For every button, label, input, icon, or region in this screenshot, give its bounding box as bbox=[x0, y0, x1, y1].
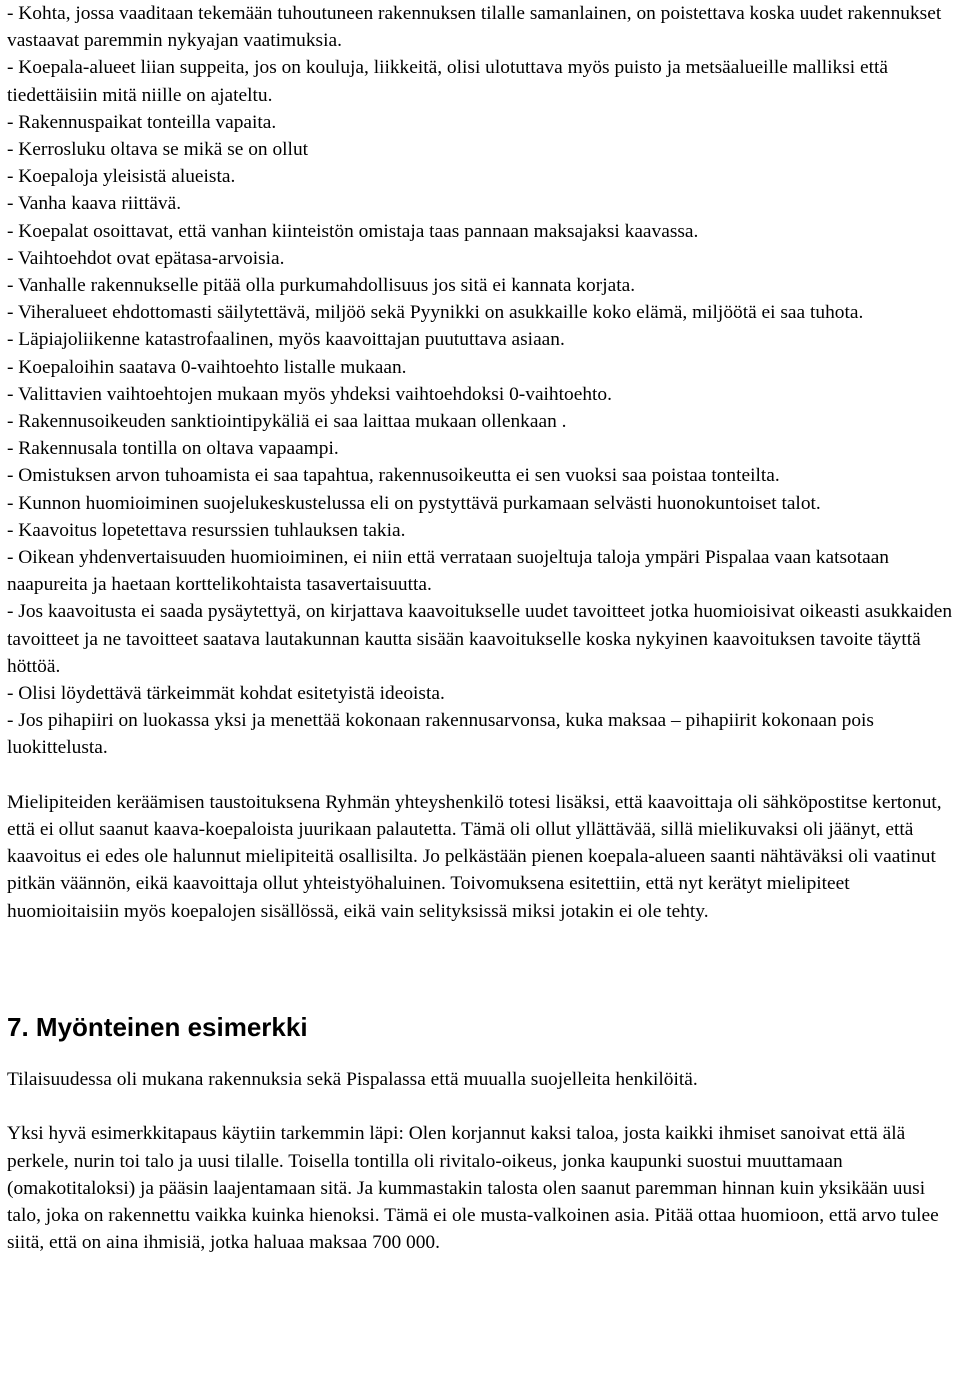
feedback-paragraph: Mielipiteiden keräämisen taustoituksena Ryhmän yhteyshenkilö totesi lisäksi, että kaavoittaja oli sähköpostitse kertonut, että ei ollut saanut kaava-koepaloista juurikaan palautetta. Tämä oli ollut yllättävää, sillä mielikuvaksi oli jäänyt, että kaavoitus ei edes ole halunnut mielipiteitä osallisilta. Jo pelkästään pienen koepala-alueen saanti nähtäväksi oli vaatinut pitkän väännön, eikä kaavoittaja ollut yhteistyöhaluinen. Toivomuksena esitettiin, että nyt kerätyt mielipiteet huomioitaisiin myös koepalojen sisällössä, eikä vain selityksissä miksi jotakin ei ole tehty. bbox=[7, 791, 942, 922]
list-item: - Rakennusoikeuden sanktiointipykäliä ei saa laittaa mukaan ollenkaan . bbox=[7, 411, 567, 433]
list-item: - Koepaloja yleisistä alueista. bbox=[7, 166, 236, 188]
list-item: - Jos kaavoitusta ei saada pysäytettyä, on kirjattava kaavoitukselle uudet tavoitteet jotka huomioisivat oikeasti asukkaiden tavoitteet ja ne tavoitteet saatava lautakunnan kautta sisään kaavoitukselle koska nykyinen kaavoituksen tavoite täyttä höttöä. bbox=[7, 601, 953, 677]
list-item: - Kohta, jossa vaaditaan tekemään tuhoutuneen rakennuksen tilalle samanlainen, on poistettava koska uudet rakennukset vastaavat paremmin nykyajan vaatimuksia. bbox=[7, 3, 942, 52]
spacer bbox=[7, 925, 955, 979]
list-item: - Kerrosluku oltava se mikä se on ollut bbox=[7, 139, 309, 161]
intro-paragraph: Tilaisuudessa oli mukana rakennuksia sekä Pispalassa että muualla suojelleita henkilöitä. bbox=[7, 1069, 698, 1091]
section-heading: 7. Myönteinen esimerkki bbox=[7, 1012, 308, 1043]
list-item: - Koepaloihin saatava 0-vaihtoehto listalle mukaan. bbox=[7, 356, 407, 378]
spacer bbox=[7, 762, 955, 789]
list-item: - Vanha kaava riittävä. bbox=[7, 193, 182, 215]
list-item: - Kaavoitus lopetettava resurssien tuhlauksen takia. bbox=[7, 519, 406, 541]
document-page bbox=[7, 0, 955, 1256]
list-item: - Rakennusala tontilla on oltava vapaampi. bbox=[7, 438, 339, 460]
list-item: - Rakennuspaikat tonteilla vapaita. bbox=[7, 111, 277, 133]
example-paragraph: Yksi hyvä esimerkkitapaus käytiin tarkemmin läpi: Olen korjannut kaksi taloa, josta kaikki ihmiset sanoivat että älä perkele, nurin toi talo ja uusi tilalle. Toisella tontilla oli rivitalo-oikeus, jonka kaupunki suostui muuttamaan (omakotitaloksi) ja pääsin laajentamaan sitä. Ja kummastakin talosta olen saanut paremman hinnan kuin yksikään uusi talo, joka on rakennettu vaikka kuinka hienoksi. Tämä ei ole musta-valkoinen asia. Pitää ottaa huomioon, että arvo tulee siitä, että on aina ihmisiä, jotka haluaa maksaa 700 000. bbox=[7, 1123, 939, 1254]
spacer bbox=[7, 979, 955, 1006]
feedback-list bbox=[7, 0, 955, 762]
list-item: - Koepala-alueet liian suppeita, jos on kouluja, liikkeitä, olisi ulotuttava myös puisto ja metsäalueille malliksi että tiedettäisiin mitä niille on ajateltu. bbox=[7, 57, 888, 106]
list-item: - Läpiajoliikenne katastrofaalinen, myös kaavoittajan puututtava asiaan. bbox=[7, 329, 565, 351]
list-item: - Oikean yhdenvertaisuuden huomioiminen, ei niin että verrataan suojeltuja taloja ympäri Pispalaa vaan katsotaan naapureita ja haetaan korttelikohtaista tasavertaisuutta. bbox=[7, 547, 889, 596]
list-item: - Vanhalle rakennukselle pitää olla purkumahdollisuus jos sitä ei kannata korjata. bbox=[7, 275, 636, 297]
list-item: - Kunnon huomioiminen suojelukeskustelussa eli on pystyttävä purkamaan selvästi huonokuntoiset talot. bbox=[7, 492, 821, 514]
spacer bbox=[7, 1093, 955, 1120]
list-item: - Viheralueet ehdottomasti säilytettävä, miljöö sekä Pyynikki on asukkaille koko elämä, miljöötä ei saa tuhota. bbox=[7, 302, 864, 324]
list-item: - Olisi löydettävä tärkeimmät kohdat esitetyistä ideoista. bbox=[7, 683, 445, 705]
list-item: - Jos pihapiiri on luokassa yksi ja menettää kokonaan rakennusarvonsa, kuka maksaa – pihapiirit kokonaan pois luokittelusta. bbox=[7, 710, 874, 759]
list-item: - Omistuksen arvon tuhoamista ei saa tapahtua, rakennusoikeutta ei sen vuoksi saa poistaa tonteilta. bbox=[7, 465, 780, 487]
list-item: - Koepalat osoittavat, että vanhan kiinteistön omistaja taas pannaan maksajaksi kaavassa. bbox=[7, 220, 699, 242]
spacer bbox=[7, 1044, 955, 1066]
list-item: - Vaihtoehdot ovat epätasa-arvoisia. bbox=[7, 247, 285, 269]
list-item: - Valittavien vaihtoehtojen mukaan myös yhdeksi vaihtoehdoksi 0-vaihtoehto. bbox=[7, 383, 612, 405]
